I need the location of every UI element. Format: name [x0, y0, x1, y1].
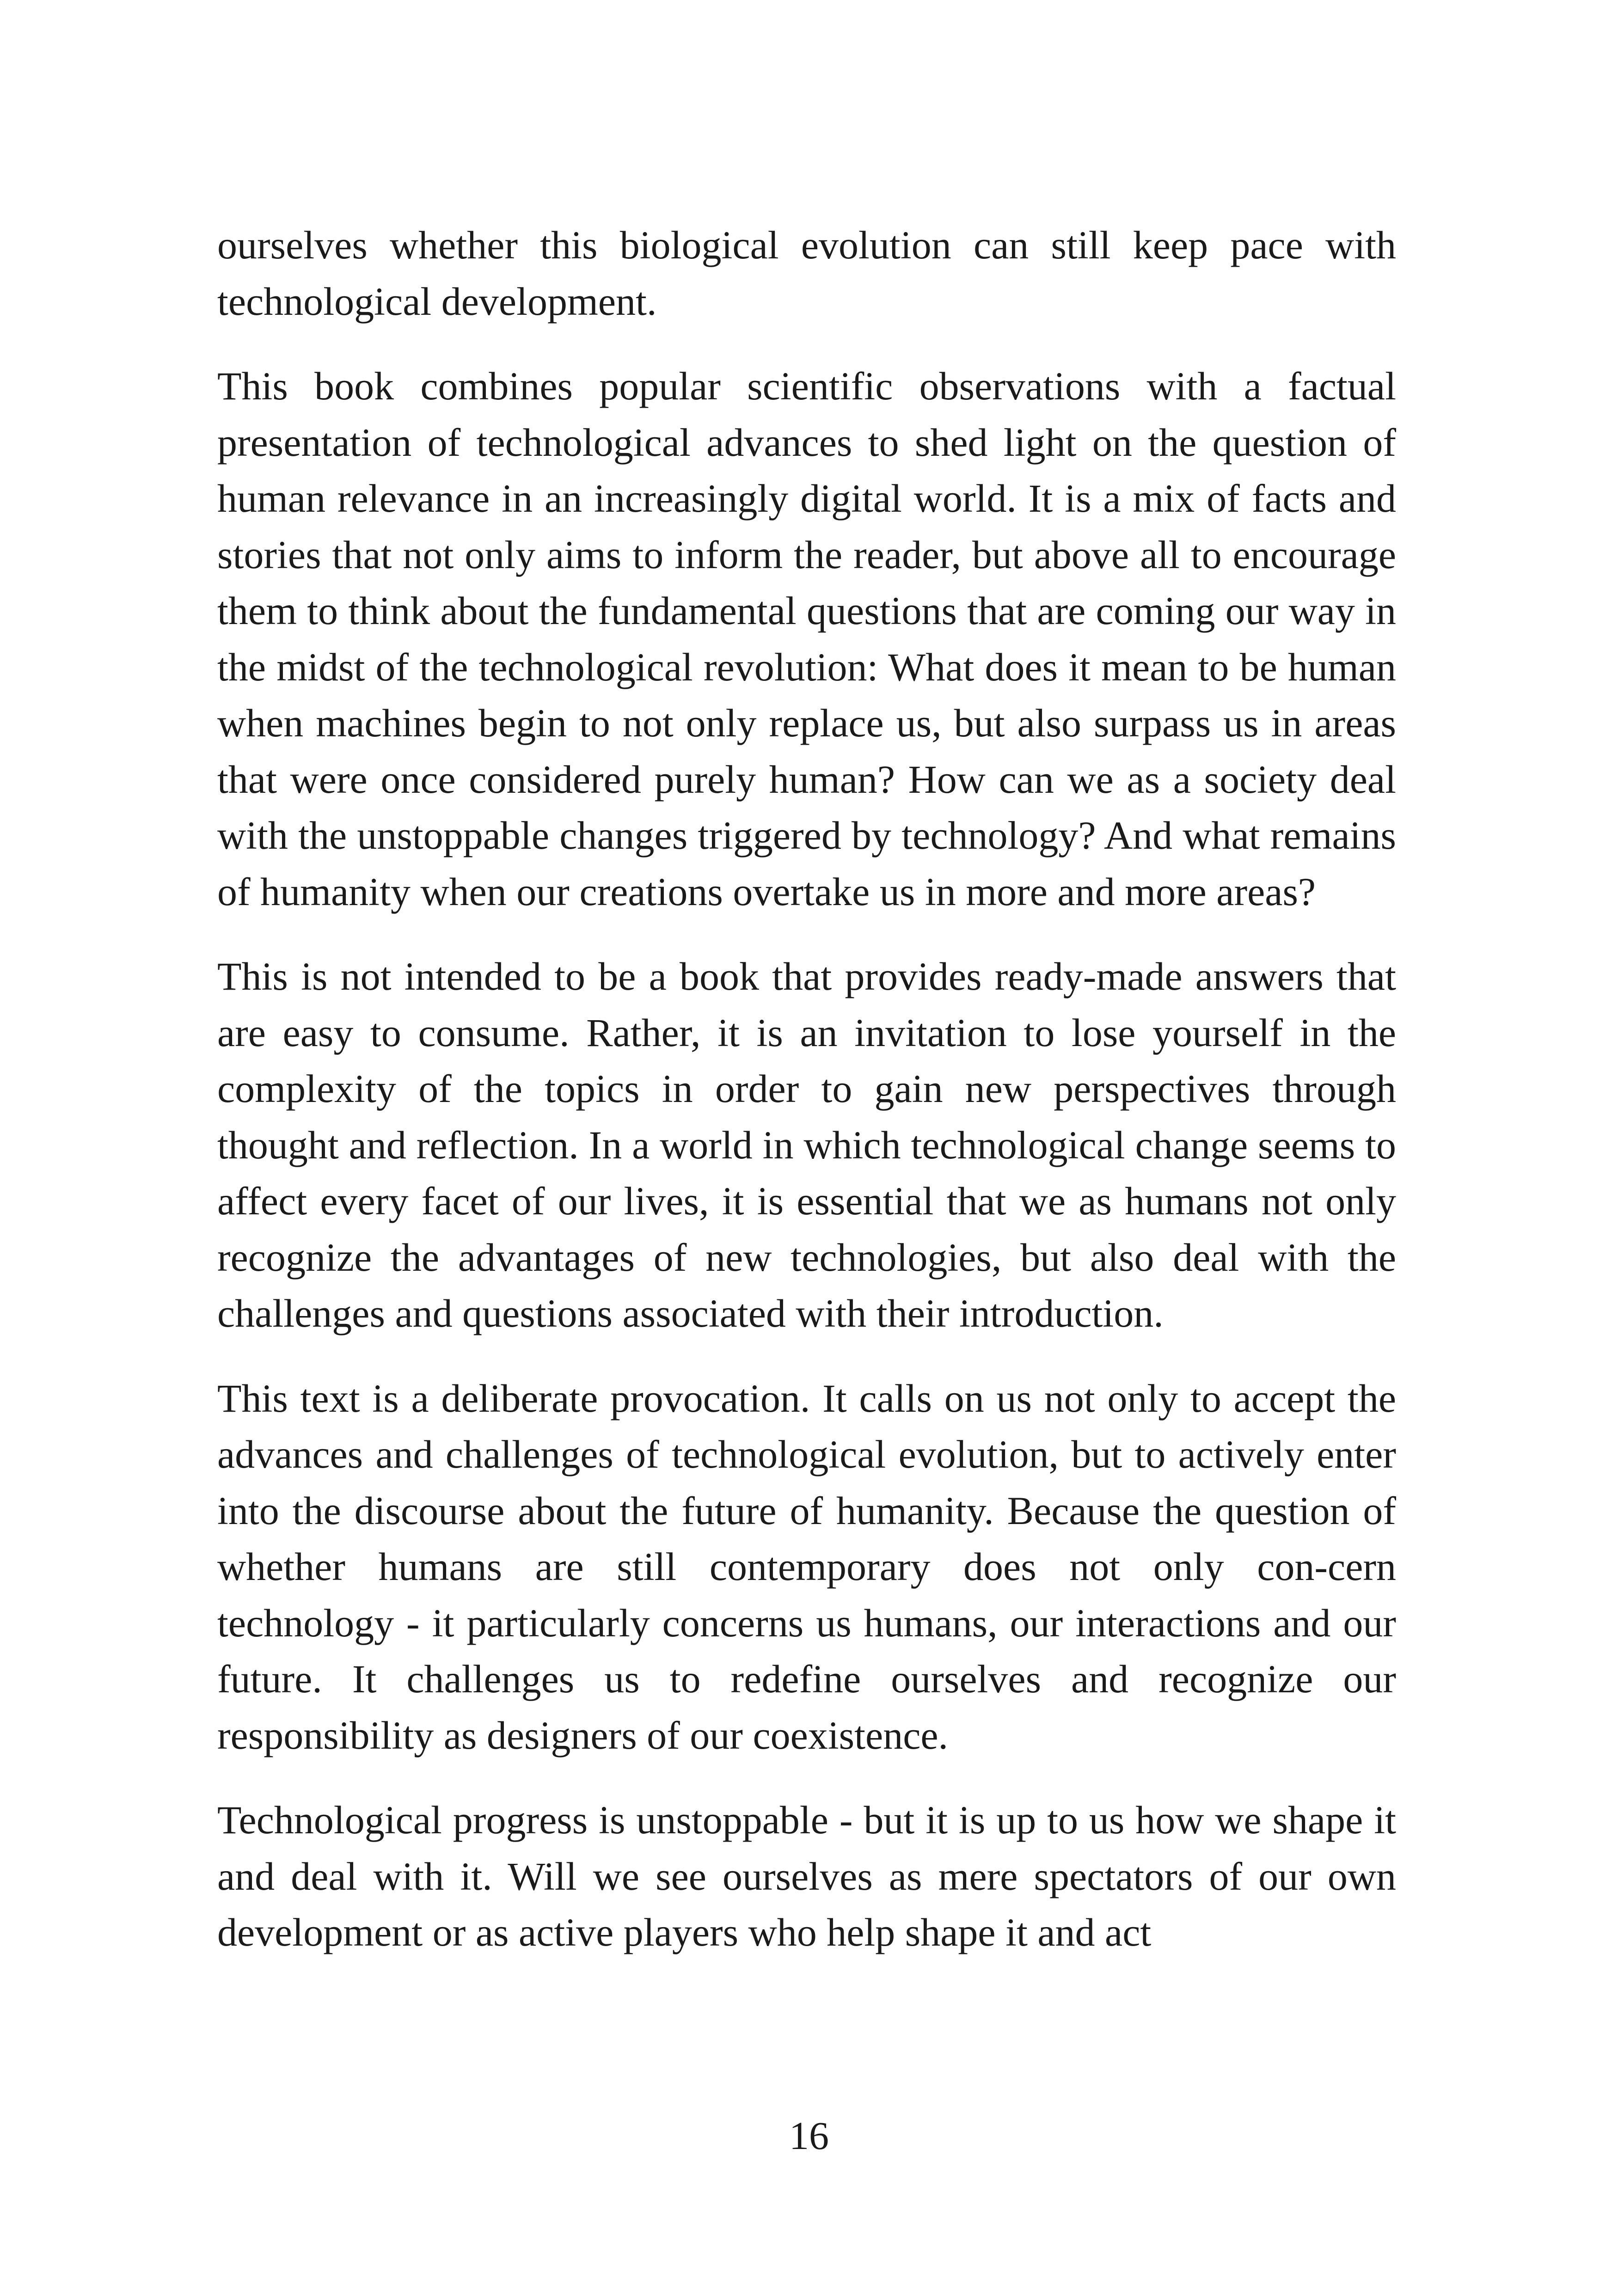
paragraph-book-overview: This book combines popular scientific observations with a factual presentation of technological advances to shed light on the question of human relevance in an increasingly digital world. It is a mix of facts and stories that not only aims to inform the reader, but above all to encourage them to think about the fundamental questions that are coming our way in the midst of the technological revolution: What does it mean to be human when machines begin to not only replace us, but also surpass us in areas that were once considered purely human? How can we as a society deal with the unstoppable changes triggered by technology? And what remains of humanity when our creations overtake us in more and more areas?: [217, 364, 1396, 914]
page-number: 16: [789, 2113, 829, 2158]
paragraph-continuation: ourselves whether this biological evolution can still keep pace with technological development.: [217, 223, 1396, 324]
body-text: [217, 217, 1396, 1990]
paragraph-progress: Technological progress is unstoppable - but it is up to us how we shape it and deal with it. Will we see ourselves as mere spectators of our own development or as active players who help shape it and act: [217, 1798, 1396, 1954]
paragraph-invitation: This is not intended to be a book that provides ready-made answers that are easy to consume. Rather, it is an invitation to lose yourself in the complexity of the topics in order to gain new perspectives through thought and reflection. In a world in which technological change seems to affect every facet of our lives, it is essential that we as humans not only recognize the advantages of new technologies, but also deal with the challenges and questions associated with their introduction.: [217, 954, 1396, 1335]
paragraph-provocation: This text is a deliberate provocation. It calls on us not only to accept the advances and challenges of technological evolution, but to actively enter into the discourse about the future of humanity. Because the question of whether humans are still contemporary does not only con-cern technology - it particularly concerns us humans, our interactions and our future. It challenges us to redefine ourselves and recognize our responsibility as designers of our coexistence.: [217, 1376, 1396, 1757]
